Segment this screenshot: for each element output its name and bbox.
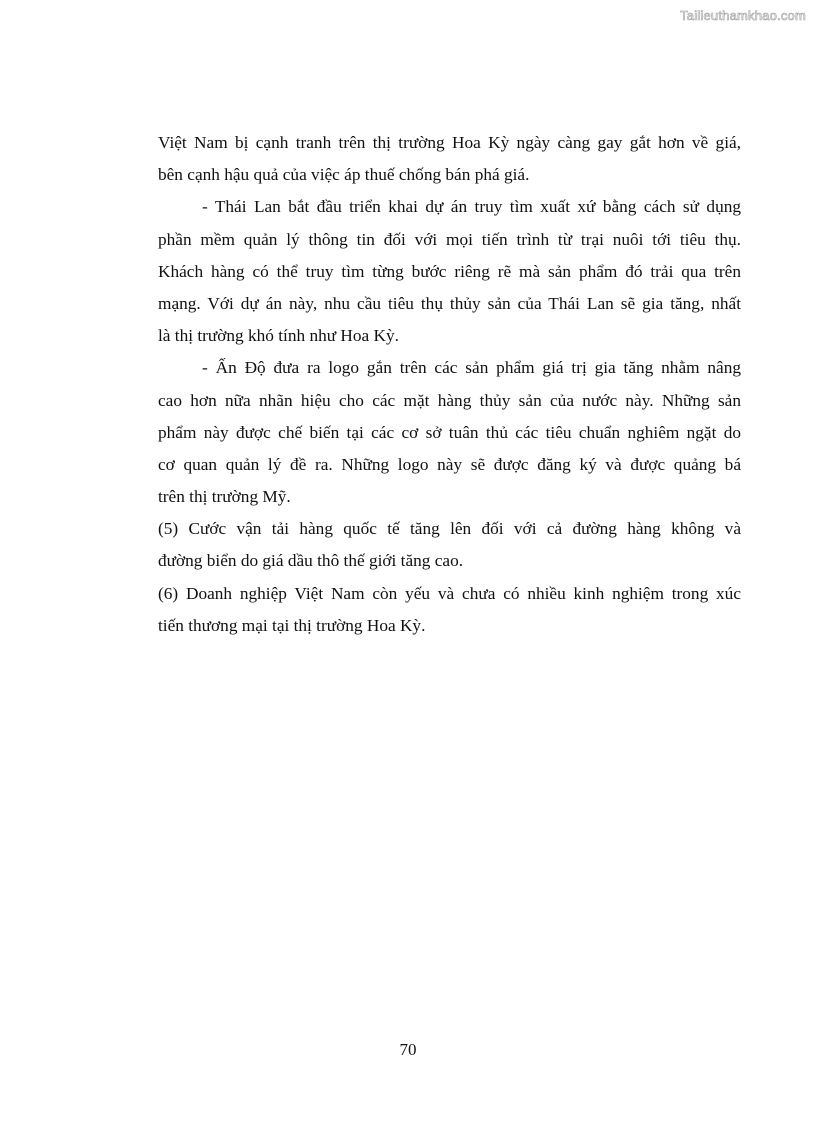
- text-line: tiến thương mại tại thị trường Hoa Kỳ.: [158, 615, 426, 635]
- text-line: - Ấn Độ đưa ra logo gắn trên các sản phẩm giá trị gia tăng nhằm nâng: [202, 358, 741, 378]
- text-line: Việt Nam bị cạnh tranh trên thị trường Hoa Kỳ ngày càng gay gắt hơn về giá,: [158, 133, 741, 152]
- text-line: (5) Cước vận tải hàng quốc tế tăng lên đối với cả đường hàng không và: [158, 519, 741, 539]
- text-line: mạng. Với dự án này, nhu cầu tiêu thụ thủy sản của Thái Lan sẽ gia tăng, nhất: [158, 293, 741, 313]
- page-number: 70: [399, 1040, 417, 1059]
- text-line: - Thái Lan bắt đầu triển khai dự án truy tìm xuất xứ bằng cách sử dụng: [202, 197, 741, 217]
- text-line: (6) Doanh nghiệp Việt Nam còn yếu và chưa có nhiều kinh nghiệm trong xúc: [158, 583, 741, 603]
- text-line: Khách hàng có thể truy tìm từng bước riêng rẽ mà sản phẩm đó trải qua trên: [158, 261, 741, 281]
- text-line: phần mềm quản lý thông tin đối với mọi tiến trình từ trại nuôi tới tiêu thụ.: [158, 229, 741, 249]
- text-line: cao hơn nữa nhãn hiệu cho các mặt hàng thủy sản của nước này. Những sản: [158, 390, 741, 410]
- text-line: cơ quan quản lý đề ra. Những logo này sẽ được đăng ký và được quảng bá: [158, 454, 741, 474]
- text-line: là thị trường khó tính như Hoa Kỳ.: [158, 326, 399, 346]
- watermark-text: Tailieuthamkhao.com: [680, 8, 806, 23]
- document-body: [158, 127, 741, 642]
- text-line: đường biển do giá dầu thô thế giới tăng cao.: [158, 551, 464, 571]
- text-line: bên cạnh hậu quả của việc áp thuế chống bán phá giá.: [158, 165, 530, 185]
- text-line: trên thị trường Mỹ.: [158, 487, 291, 507]
- text-line: phẩm này được chế biến tại các cơ sở tuân thủ các tiêu chuẩn nghiêm ngặt do: [158, 422, 741, 442]
